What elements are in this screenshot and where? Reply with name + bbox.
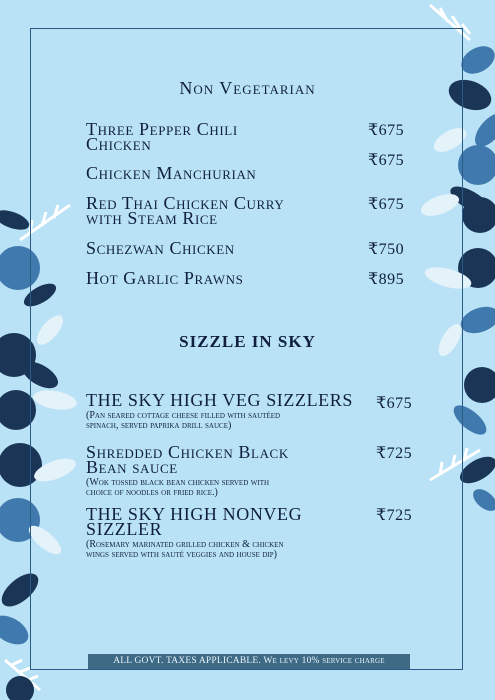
item-name: Chicken Manchurian (86, 163, 257, 183)
item-description-cont: wings served with sauté veggies and house dip) (86, 549, 277, 560)
tax-notice-banner: ALL GOVT. TAXES APPLICABLE. We levy 10% service charge (88, 654, 410, 669)
item-name: Schezwan Chicken (86, 238, 235, 258)
item-name-cont: with Steam Rice (86, 208, 218, 228)
item-description-cont: choice of noodles or fried rice.) (86, 487, 218, 498)
item-price: ₹750 (368, 241, 405, 258)
item-description: (Rosemary marinated grilled chicken & chicken (86, 539, 284, 550)
item-name: Three Pepper Chili (86, 119, 238, 139)
item-price: ₹725 (376, 507, 413, 524)
item-price: ₹675 (368, 122, 405, 139)
item-description: (Wok tossed black bean chicken served with (86, 477, 270, 488)
item-name-cont: SIZZLER (86, 519, 163, 539)
item-price: ₹675 (368, 152, 405, 169)
item-name-cont: Bean sauce (86, 457, 178, 477)
item-name: Shredded Chicken Black (86, 442, 289, 462)
menu-item (86, 193, 366, 228)
item-name-cont: Chicken (86, 134, 152, 154)
item-price: ₹895 (368, 271, 405, 288)
item-price: ₹675 (376, 395, 413, 412)
menu-item (86, 442, 386, 498)
menu-item (86, 238, 366, 258)
item-price: ₹675 (368, 196, 405, 213)
menu-item (86, 163, 366, 183)
item-name: Red Thai Chicken Curry (86, 193, 285, 213)
item-name: THE SKY HIGH VEG SIZZLERS (86, 390, 353, 410)
menu-item (86, 119, 366, 154)
menu-item (86, 268, 366, 288)
section-title-sizzle-in-sky: SIZZLE IN SKY (179, 332, 316, 351)
item-description: (Pan seared cottage cheese filled with sautéed (86, 410, 281, 421)
item-name: Hot Garlic Prawns (86, 268, 244, 288)
item-name: THE SKY HIGH NONVEG (86, 504, 303, 524)
menu-item (86, 390, 386, 431)
item-description-cont: spinach, served paprika drill sauce) (86, 420, 232, 431)
item-price: ₹725 (376, 445, 413, 462)
menu-item (86, 504, 386, 560)
section-title-non-vegetarian: Non Vegetarian (179, 78, 316, 98)
